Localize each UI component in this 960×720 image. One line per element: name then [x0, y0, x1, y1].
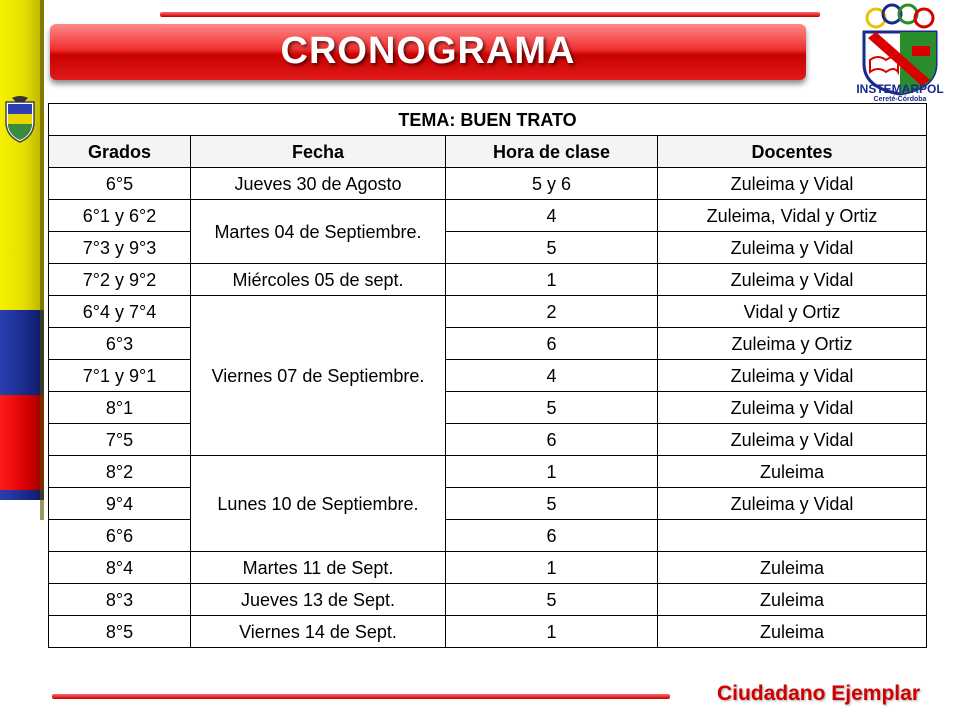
- cell-docentes: Zuleima y Vidal: [658, 488, 927, 520]
- table-row: [49, 296, 927, 328]
- cell-docentes: Zuleima y Vidal: [658, 168, 927, 200]
- cell-fecha: Martes 11 de Sept.: [191, 552, 446, 584]
- cell-grado: 6°4 y 7°4: [49, 296, 191, 328]
- slide-title: CRONOGRAMA: [280, 30, 576, 72]
- cell-hora: 4: [446, 360, 658, 392]
- cell-hora: 1: [446, 264, 658, 296]
- cell-hora: 5: [446, 232, 658, 264]
- cell-grado: 8°5: [49, 616, 191, 648]
- cell-grado: 9°4: [49, 488, 191, 520]
- table-theme-row: [49, 104, 927, 136]
- cell-hora: 5: [446, 392, 658, 424]
- title-banner: [50, 24, 806, 80]
- cell-docentes: Zuleima, Vidal y Ortiz: [658, 200, 927, 232]
- table-row: [49, 616, 927, 648]
- cell-fecha: Viernes 14 de Sept.: [191, 616, 446, 648]
- cell-grado: 8°4: [49, 552, 191, 584]
- schedule-table: [48, 103, 927, 648]
- table-row: [49, 456, 927, 488]
- table-row: [49, 488, 927, 520]
- column-header-hora: Hora de clase: [446, 136, 658, 168]
- coat-of-arms-icon: [2, 96, 38, 144]
- cell-docentes: [658, 520, 927, 552]
- table-header-row: [49, 136, 927, 168]
- flag-stripe-yellow: [0, 0, 44, 310]
- cell-docentes: Zuleima y Vidal: [658, 232, 927, 264]
- cell-fecha: Viernes 07 de Septiembre.: [191, 296, 446, 456]
- cell-hora: 5: [446, 488, 658, 520]
- cell-docentes: Zuleima y Ortiz: [658, 328, 927, 360]
- table-row: [49, 360, 927, 392]
- cell-grado: 6°3: [49, 328, 191, 360]
- cell-docentes: Vidal y Ortiz: [658, 296, 927, 328]
- cell-fecha: Jueves 30 de Agosto: [191, 168, 446, 200]
- cell-docentes: Zuleima y Vidal: [658, 264, 927, 296]
- cell-grado: 8°2: [49, 456, 191, 488]
- cell-hora: 1: [446, 552, 658, 584]
- cell-docentes: Zuleima y Vidal: [658, 360, 927, 392]
- cell-hora: 4: [446, 200, 658, 232]
- cell-docentes: Zuleima: [658, 616, 927, 648]
- cell-docentes: Zuleima y Vidal: [658, 424, 927, 456]
- table-row: [49, 392, 927, 424]
- cell-hora: 6: [446, 328, 658, 360]
- column-header-fecha: Fecha: [191, 136, 446, 168]
- table-row: [49, 264, 927, 296]
- logo-location: Cereté-Córdoba: [873, 96, 927, 103]
- cell-grado: 6°5: [49, 168, 191, 200]
- cell-grado: 7°3 y 9°3: [49, 232, 191, 264]
- cell-hora: 5: [446, 584, 658, 616]
- footer-motto: Ciudadano Ejemplar: [716, 682, 920, 705]
- cell-hora: 6: [446, 520, 658, 552]
- cell-grado: 7°1 y 9°1: [49, 360, 191, 392]
- cell-grado: 6°1 y 6°2: [49, 200, 191, 232]
- table-row: [49, 168, 927, 200]
- cell-fecha: Martes 04 de Septiembre.: [191, 200, 446, 264]
- cell-hora: 2: [446, 296, 658, 328]
- table-row: [49, 200, 927, 232]
- cell-grado: 8°3: [49, 584, 191, 616]
- top-divider: [160, 12, 820, 17]
- cell-docentes: Zuleima: [658, 584, 927, 616]
- cell-grado: 6°6: [49, 520, 191, 552]
- cell-docentes: Zuleima: [658, 552, 927, 584]
- cell-grado: 7°2 y 9°2: [49, 264, 191, 296]
- column-header-grados: Grados: [49, 136, 191, 168]
- cell-hora: 6: [446, 424, 658, 456]
- cell-fecha: Miércoles 05 de sept.: [191, 264, 446, 296]
- flag-stripe-red: [0, 395, 44, 490]
- table-row: [49, 424, 927, 456]
- logo-caption: [846, 82, 954, 103]
- cell-fecha: Jueves 13 de Sept.: [191, 584, 446, 616]
- bottom-divider: [52, 694, 670, 699]
- cell-fecha: Lunes 10 de Septiembre.: [191, 456, 446, 552]
- cell-hora: 5 y 6: [446, 168, 658, 200]
- cell-grado: 7°5: [49, 424, 191, 456]
- cell-hora: 1: [446, 456, 658, 488]
- logo-school-name: INSTEMARPOL: [856, 82, 944, 96]
- cell-hora: 1: [446, 616, 658, 648]
- table-row: [49, 584, 927, 616]
- flag-stripe-shadow: [40, 0, 44, 520]
- table-row: [49, 552, 927, 584]
- table-row: [49, 328, 927, 360]
- table-row: [49, 232, 927, 264]
- cell-docentes: Zuleima: [658, 456, 927, 488]
- cell-docentes: Zuleima y Vidal: [658, 392, 927, 424]
- cell-grado: 8°1: [49, 392, 191, 424]
- column-header-docentes: Docentes: [658, 136, 927, 168]
- table-theme: TEMA: BUEN TRATO: [49, 104, 927, 136]
- table-row: [49, 520, 927, 552]
